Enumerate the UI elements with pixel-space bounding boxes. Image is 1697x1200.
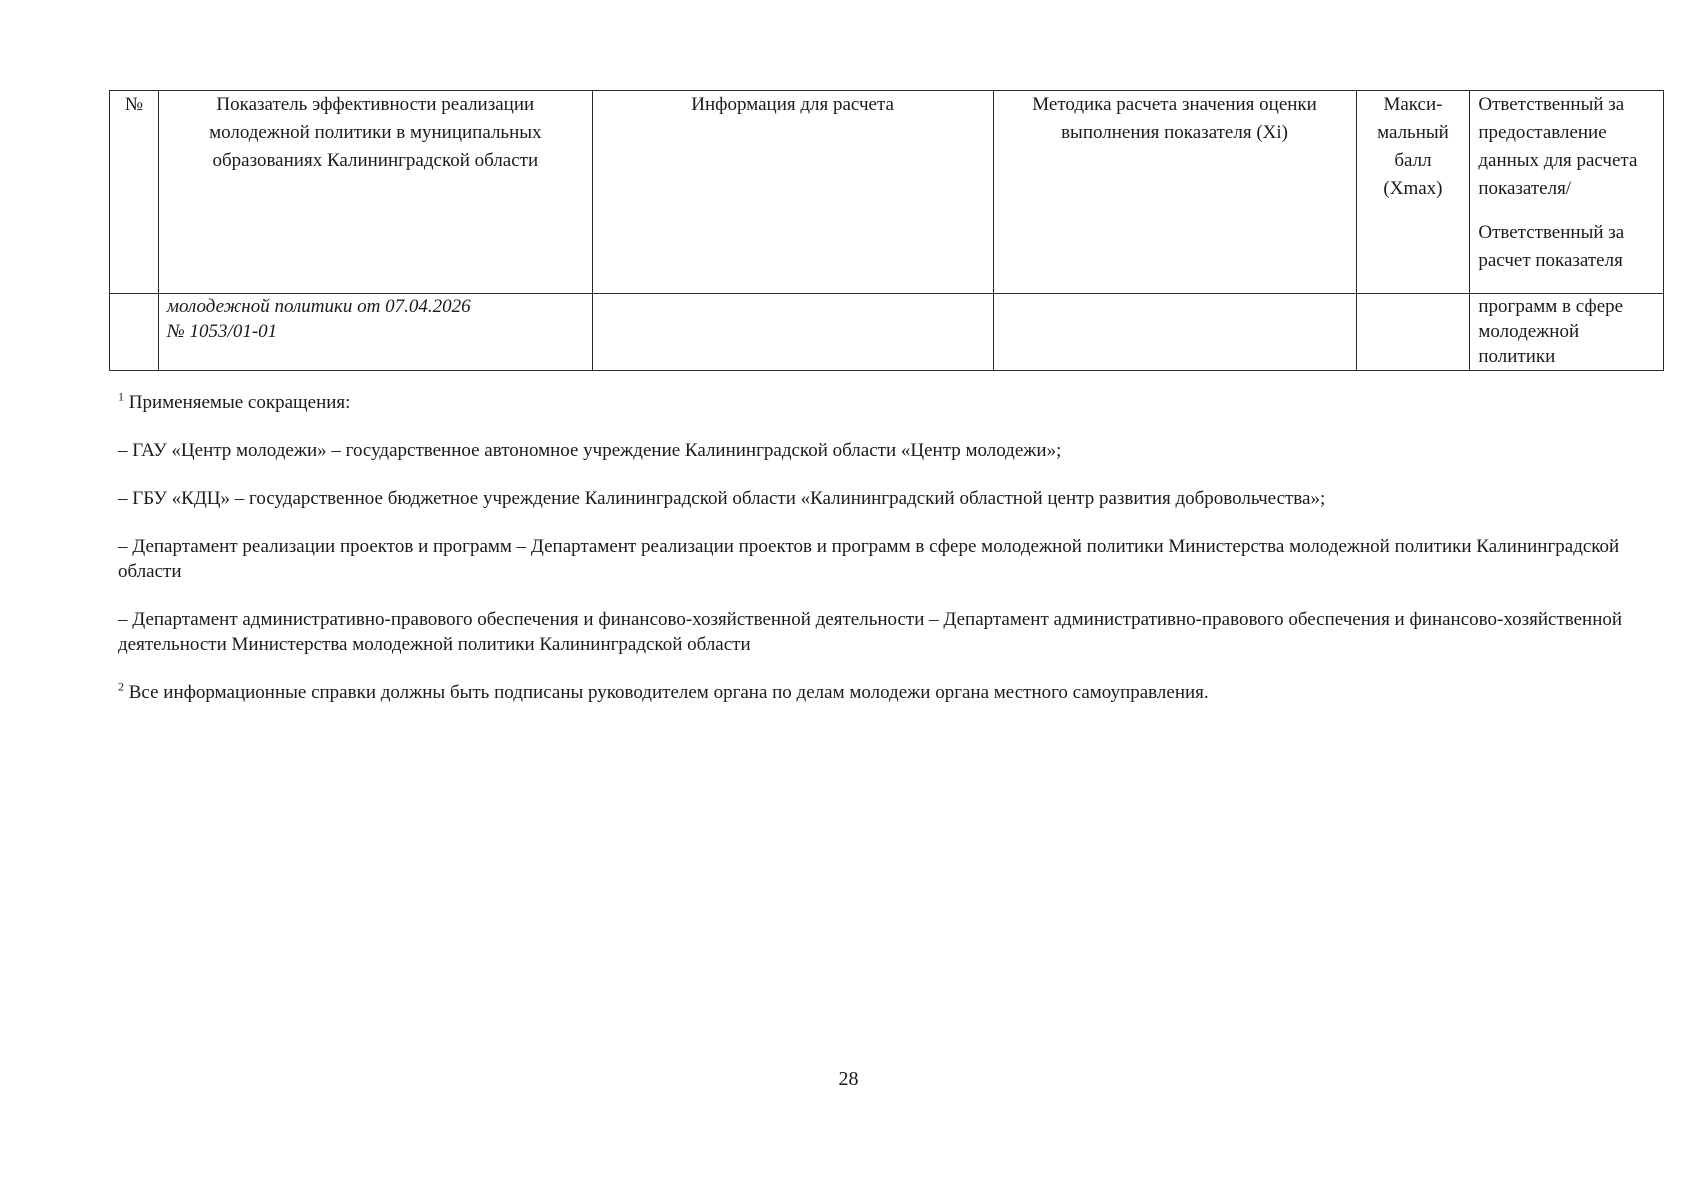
footnote-1-title: $^1$ Применяемые сокращения: xyxy=(118,389,351,413)
header-method: Методика расчета значения оценки выполнения показателя (Xi) xyxy=(993,91,1356,294)
abbreviation-item: – ГБУ «КДЦ» – государственное бюджетное учреждение Калининградской области «Калининградский областной центр развития добровольчества»; xyxy=(118,488,1326,509)
row-indicator: молодежной политики от 07.04.2026 № 1053/01-01 xyxy=(158,294,592,371)
abbreviation-item: – Департамент реализации проектов и программ – Департамент реализации проектов и программ в сфере молодежной политики Министерства молодежной политики Калининградской области xyxy=(118,536,1620,582)
row-info xyxy=(592,294,993,371)
table-header-row xyxy=(110,91,1664,294)
page-number: 28 xyxy=(838,1068,859,1090)
header-number: № xyxy=(110,91,159,294)
row-max-score xyxy=(1356,294,1470,371)
header-max-score: Макси- мальный балл (Xmax) xyxy=(1356,91,1470,294)
abbreviation-item: – Департамент административно-правового обеспечения и финансово-хозяйственной деятельности – Департамент административно-правового обеспечения и финансово-хозяйственной деятельности Министерства молодежной политики Калининградской области xyxy=(118,609,1623,655)
header-responsible xyxy=(1470,91,1664,294)
indicators-table xyxy=(109,90,1664,371)
abbreviation-item: – ГАУ «Центр молодежи» – государственное автономное учреждение Калининградской области «Центр молодежи»; xyxy=(118,440,1062,461)
responsible-calculator: Ответственный за расчет показателя xyxy=(1478,222,1625,271)
row-responsible: программ в сфере молодежной политики xyxy=(1470,294,1664,371)
table-row xyxy=(110,294,1664,371)
header-indicator: Показатель эффективности реализации молодежной политики в муниципальных образованиях Калининградской области xyxy=(158,91,592,294)
header-info: Информация для расчета xyxy=(592,91,993,294)
responsible-provider: Ответственный за предоставление данных для расчета показателя/ xyxy=(1478,94,1638,199)
footnotes xyxy=(118,390,1668,728)
footnote-2: $^2$ Все информационные справки должны быть подписаны руководителем органа по делам молодежи органа местного самоуправления. xyxy=(118,679,1209,703)
row-method xyxy=(993,294,1356,371)
row-number xyxy=(110,294,159,371)
